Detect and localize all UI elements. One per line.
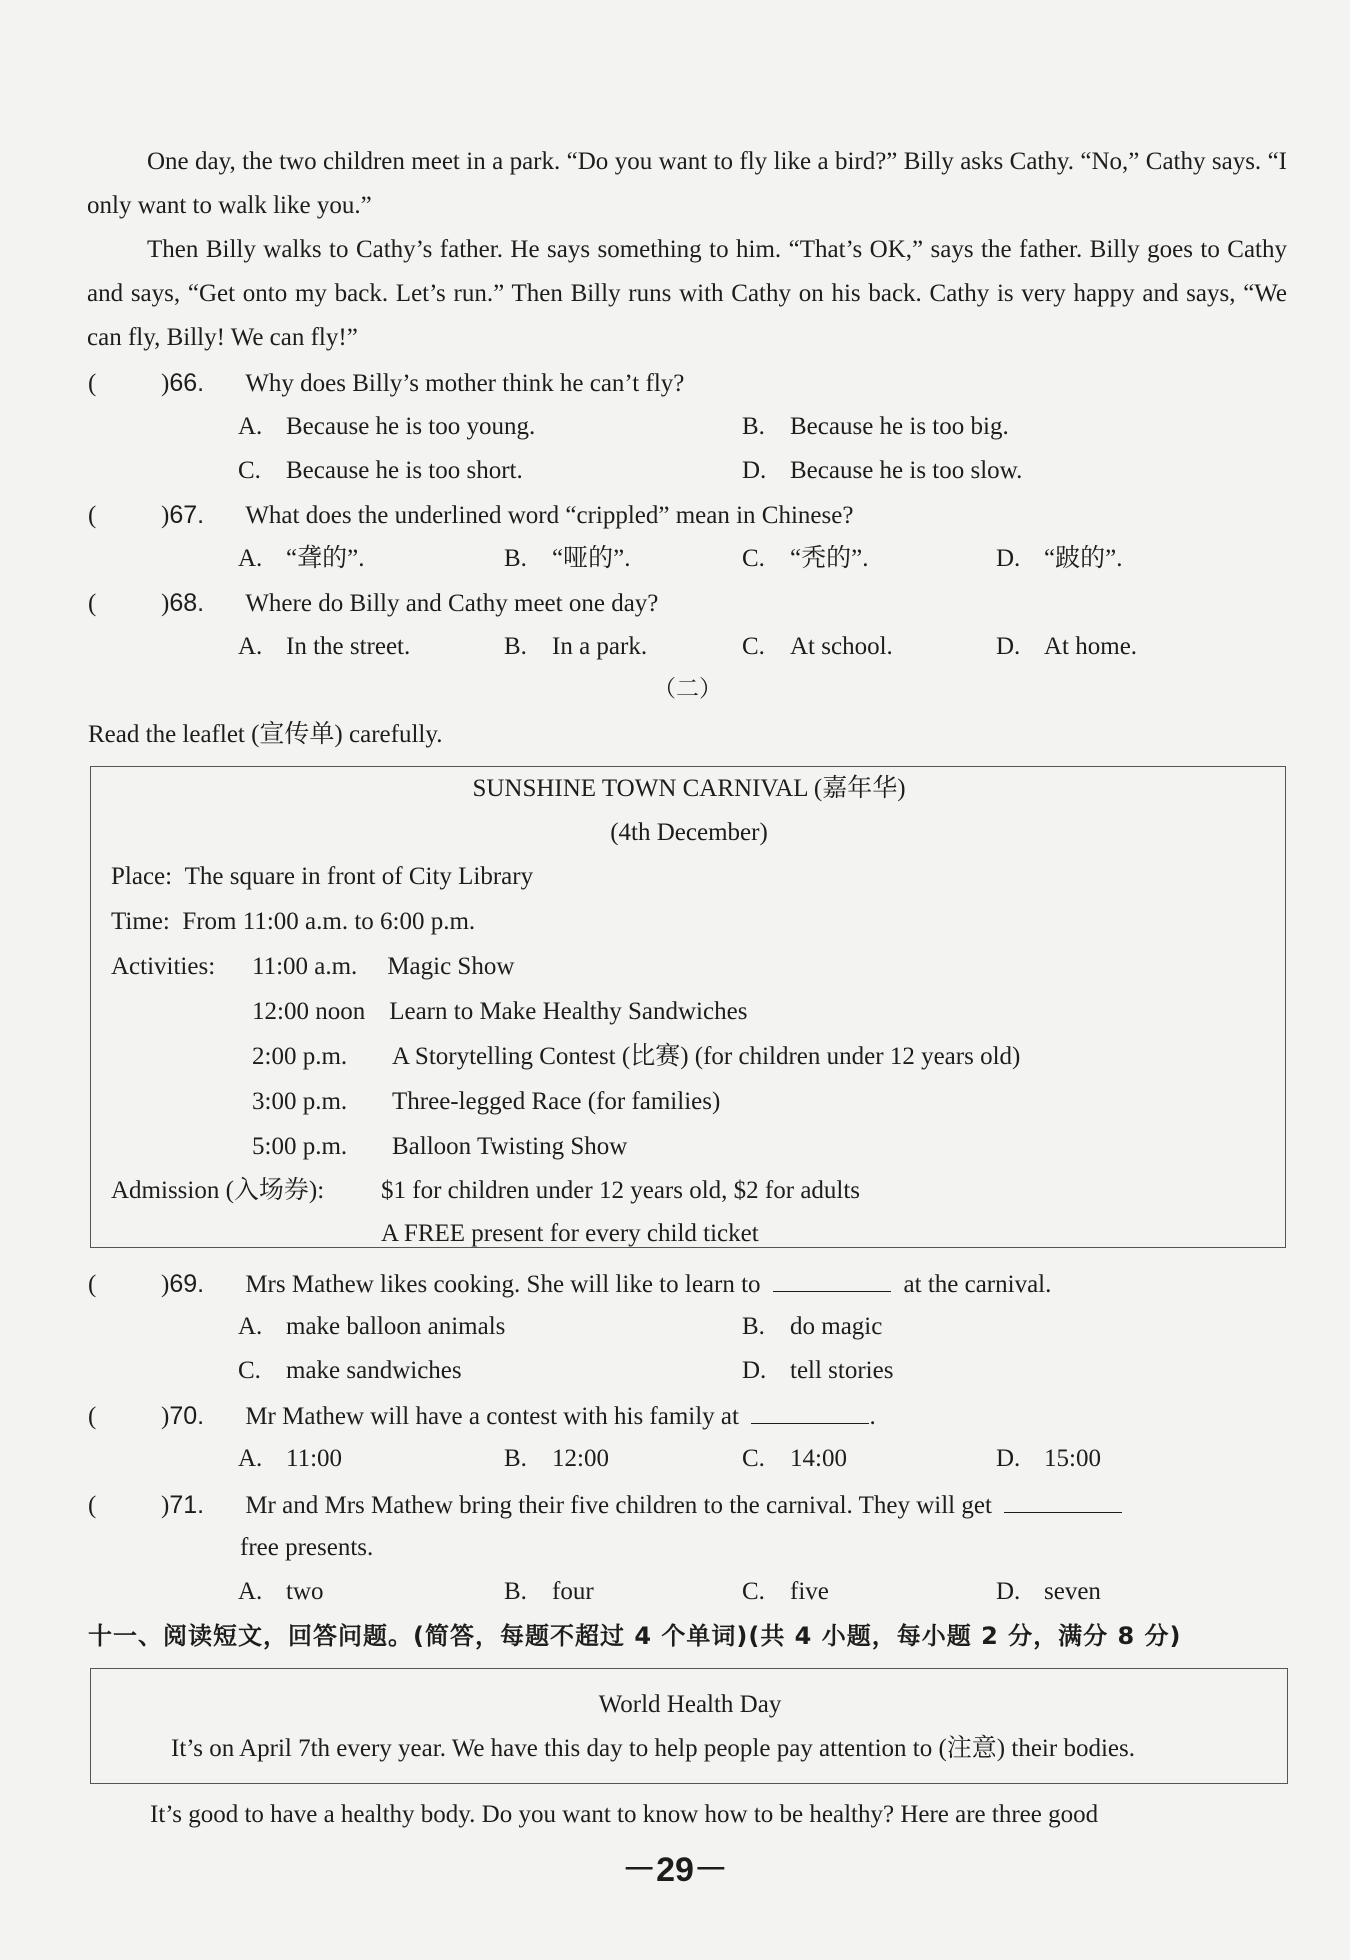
leaflet-title: SUNSHINE TOWN CARNIVAL (嘉年华): [472, 775, 906, 802]
answer-blank[interactable]: [773, 1261, 891, 1292]
health-day-box: [90, 1668, 1288, 1784]
question-number: 71.: [169, 1491, 205, 1519]
passage-paragraph: It’s good to have a healthy body. Do you want to know how to be healthy? Here are three good: [150, 1801, 1099, 1828]
question-number: 67.: [169, 501, 205, 529]
activity-row: 12:00 noon Learn to Make Healthy Sandwiches: [252, 998, 748, 1025]
health-box-text: It’s on April 7th every year. We have this day to help people pay attention to (注意) their bodies.: [171, 1735, 1135, 1762]
activity-row: 5:00 p.m. Balloon Twisting Show: [252, 1133, 628, 1160]
option-a[interactable]: A. “聋的”.: [238, 545, 365, 572]
option-d[interactable]: D. seven: [996, 1578, 1101, 1605]
option-c[interactable]: C. 14:00: [742, 1445, 847, 1472]
question-text-continued: free presents.: [240, 1534, 374, 1561]
activity-row: 3:00 p.m. Three-legged Race (for families): [252, 1088, 721, 1115]
option-a[interactable]: A. Because he is too young.: [238, 413, 536, 440]
answer-blank[interactable]: [1004, 1482, 1122, 1513]
section-heading-two: （二）: [653, 676, 722, 701]
option-d[interactable]: D. 15:00: [996, 1445, 1101, 1472]
question-68: ( )68. Where do Billy and Cathy meet one day?: [88, 581, 658, 626]
question-text: Why does Billy’s mother think he can’t fly?: [245, 370, 685, 397]
question-text: Mr and Mrs Mathew bring their five children to the carnival. They will get: [245, 1492, 992, 1519]
option-a[interactable]: A. In the street.: [238, 633, 411, 660]
leaflet-instruction: Read the leaflet (宣传单) carefully.: [88, 721, 443, 748]
question-text: Mr Mathew will have a contest with his family at: [245, 1403, 739, 1430]
option-b[interactable]: B. Because he is too big.: [742, 413, 1009, 440]
leaflet-activities-label: Activities:: [111, 953, 216, 980]
option-b[interactable]: B. In a park.: [504, 633, 648, 660]
leaflet-admission: Admission (入场券): $1 for children under 12 years old, $2 for adults: [111, 1177, 861, 1204]
activity-row: 11:00 a.m. Magic Show: [252, 953, 515, 980]
option-d[interactable]: D. At home.: [996, 633, 1138, 660]
leaflet-place: Place: The square in front of City Library: [111, 863, 534, 890]
option-a[interactable]: A. 11:00: [238, 1445, 343, 1472]
option-c[interactable]: C. make sandwiches: [238, 1357, 462, 1384]
option-d[interactable]: D. Because he is too slow.: [742, 457, 1023, 484]
option-b[interactable]: B. four: [504, 1578, 594, 1605]
option-b[interactable]: B. 12:00: [504, 1445, 609, 1472]
option-d[interactable]: D. tell stories: [742, 1357, 894, 1384]
question-70: ( )70. Mr Mathew will have a contest with his family at .: [88, 1393, 876, 1439]
option-b[interactable]: B. do magic: [742, 1313, 883, 1340]
passage-paragraph-1: One day, the two children meet in a park. “Do you want to fly like a bird?” Billy asks Cathy. “No,” Cathy says. “I only want to walk like you.”: [87, 148, 1287, 219]
question-number: ): [161, 370, 170, 397]
question-text: Mrs Mathew likes cooking. She will like to learn to: [245, 1271, 761, 1298]
question-number: 69.: [169, 1270, 205, 1298]
option-a[interactable]: A. make balloon animals: [238, 1313, 506, 1340]
option-d[interactable]: D. “跛的”.: [996, 545, 1123, 572]
option-b[interactable]: B. “哑的”.: [504, 545, 631, 572]
option-c[interactable]: C. five: [742, 1578, 829, 1605]
leaflet-free-present: A FREE present for every child ticket: [381, 1220, 759, 1247]
health-box-title: World Health Day: [598, 1691, 782, 1718]
question-number: 68.: [169, 589, 205, 617]
leaflet-date: (4th December): [610, 819, 768, 846]
leaflet-time: Time: From 11:00 a.m. to 6:00 p.m.: [111, 908, 476, 935]
question-69: ( )69. Mrs Mathew likes cooking. She will like to learn to at the carnival.: [88, 1261, 1051, 1307]
question-number: 70.: [169, 1402, 205, 1430]
question-66: ( )66. Why does Billy’s mother think he can’t fly?: [88, 361, 684, 406]
question-71: ( )71. Mr and Mrs Mathew bring their five children to the carnival. They will get: [88, 1482, 1122, 1528]
option-c[interactable]: C. At school.: [742, 633, 893, 660]
activity-row: 2:00 p.m. A Storytelling Contest (比赛) (for children under 12 years old): [252, 1043, 1021, 1070]
section-heading-eleven: 十一、阅读短文，回答问题。(简答，每题不超过 4 个单词)(共 4 小题，每小题 2 分，满分 8 分): [88, 1622, 1182, 1650]
question-67: ( )67. What does the underlined word “crippled” mean in Chinese?: [88, 493, 853, 538]
question-text: Where do Billy and Cathy meet one day?: [245, 590, 659, 617]
answer-blank[interactable]: [751, 1393, 869, 1424]
leaflet-box: [90, 766, 1286, 1248]
option-c[interactable]: C. “秃的”.: [742, 545, 869, 572]
page-number: －29－: [622, 1851, 728, 1889]
question-number: 66.: [169, 369, 205, 397]
option-a[interactable]: A. two: [238, 1578, 324, 1605]
question-text: What does the underlined word “crippled” mean in Chinese?: [245, 502, 854, 529]
option-c[interactable]: C. Because he is too short.: [238, 457, 523, 484]
passage-paragraph-2: Then Billy walks to Cathy’s father. He says something to him. “That’s OK,” says the father. Billy goes to Cathy and says, “Get onto my back. Let’s run.” Then Billy runs with Cathy on his back. Cathy is very happy and says, “We can fly, Billy! We can fly!”: [87, 236, 1287, 351]
